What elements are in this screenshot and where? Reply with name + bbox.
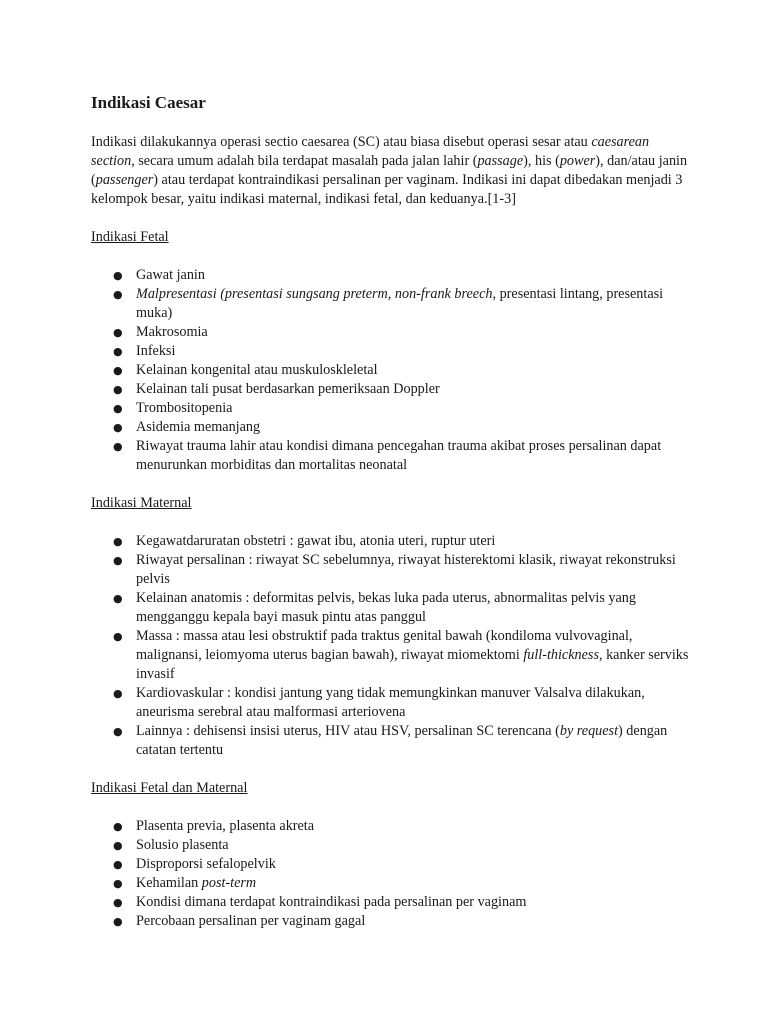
text-segment: Kelainan kongenital atau muskuloskleletal [136, 362, 378, 378]
text-segment: ) atau terdapat kontraindikasi persalinan per vaginam. Indikasi ini dapat dibedakan menjadi 3 kelompok besar, yaitu indikasi maternal, indikasi fetal, dan keduanya.[1-3] [91, 172, 686, 207]
text-segment: ), his ( [523, 153, 560, 169]
list-item [91, 893, 691, 912]
bullet-icon: ● [113, 839, 123, 852]
bullet-icon: ● [113, 554, 123, 567]
intro-paragraph [91, 133, 691, 209]
italic-text-segment: power [559, 153, 596, 169]
bullet-icon: ● [113, 630, 123, 643]
list-item [91, 684, 691, 722]
text-segment: Kondisi dimana terdapat kontraindikasi pada persalinan per vaginam [136, 894, 527, 910]
text-segment: Kegawatdaruratan obstetri : gawat ibu, atonia uteri, ruptur uteri [136, 533, 496, 549]
text-segment: ) dengan catatan tertentu [136, 723, 671, 758]
text-segment: Makrosomia [136, 324, 208, 340]
bullet-icon: ● [113, 858, 123, 871]
bullet-icon: ● [113, 269, 123, 282]
list-item [91, 361, 691, 380]
italic-text-segment: caesarean section [91, 134, 653, 169]
text-segment: Kehamilan [136, 875, 202, 891]
section-heading: Indikasi Maternal [91, 495, 192, 511]
list-item [91, 874, 691, 893]
text-segment: Massa : massa atau lesi obstruktif pada traktus genital bawah (kondiloma vulvovaginal, malignansi, leiomyoma uterus bagian bawah), riwayat miomektomi [136, 628, 636, 663]
list-item [91, 342, 691, 361]
bullet-icon: ● [113, 725, 123, 738]
bullet-icon: ● [113, 896, 123, 909]
text-segment: Gawat janin [136, 267, 205, 283]
text-segment: Plasenta previa, plasenta akreta [136, 818, 315, 834]
text-segment: Indikasi dilakukannya operasi sectio caesarea (SC) atau biasa disebut operasi sesar atau [91, 134, 592, 150]
bullet-icon: ● [113, 915, 123, 928]
list-item [91, 418, 691, 437]
list-item [91, 323, 691, 342]
italic-text-segment: passenger [95, 172, 154, 188]
list-item [91, 437, 691, 475]
list-item [91, 589, 691, 627]
bullet-list [91, 817, 691, 931]
bullet-list [91, 532, 691, 760]
list-item [91, 722, 691, 760]
text-segment: , kanker serviks invasif [136, 647, 692, 682]
text-segment: Riwayat persalinan : riwayat SC sebelumnya, riwayat histerektomi klasik, riwayat rekonstruksi pelvis [136, 552, 680, 587]
text-segment: , secara umum adalah bila terdapat masalah pada jalan lahir ( [131, 153, 478, 169]
bullet-icon: ● [113, 288, 123, 301]
list-item [91, 855, 691, 874]
bullet-list [91, 266, 691, 475]
italic-text-segment: by request [559, 723, 619, 739]
text-segment: Kelainan anatomis : deformitas pelvis, bekas luka pada uterus, abnormalitas pelvis yang mengganggu kepala bayi masuk pintu atas panggul [136, 590, 640, 625]
sections-container [91, 228, 691, 931]
text-segment: Infeksi [136, 343, 176, 359]
text-segment: ), dan/atau janin ( [91, 153, 691, 188]
list-item [91, 266, 691, 285]
bullet-icon: ● [113, 687, 123, 700]
text-segment: Trombositopenia [136, 400, 233, 416]
page-title: Indikasi Caesar [91, 93, 206, 112]
list-item [91, 399, 691, 418]
text-segment: Percobaan persalinan per vaginam gagal [136, 913, 366, 929]
bullet-icon: ● [113, 877, 123, 890]
text-segment: Asidemia memanjang [136, 419, 261, 435]
list-item [91, 817, 691, 836]
bullet-icon: ● [113, 402, 123, 415]
list-item [91, 285, 691, 323]
text-segment: Kardiovaskular : kondisi jantung yang tidak memungkinkan manuver Valsalva dilakukan, aneurisma serebral atau malformasi arteriovena [136, 685, 649, 720]
bullet-icon: ● [113, 345, 123, 358]
italic-text-segment: full-thickness [523, 647, 599, 663]
bullet-icon: ● [113, 440, 123, 453]
bullet-icon: ● [113, 383, 123, 396]
list-item [91, 380, 691, 399]
list-item [91, 836, 691, 855]
italic-text-segment: passage [477, 153, 524, 169]
italic-text-segment: Malpresentasi (presentasi sungsang preterm, non-frank breech [136, 286, 493, 302]
section-heading: Indikasi Fetal dan Maternal [91, 780, 248, 796]
bullet-icon: ● [113, 326, 123, 339]
list-item [91, 532, 691, 551]
italic-text-segment: post-term [201, 875, 257, 891]
bullet-icon: ● [113, 364, 123, 377]
list-item [91, 912, 691, 931]
bullet-icon: ● [113, 592, 123, 605]
document-content [91, 92, 691, 950]
list-item [91, 627, 691, 684]
text-segment: Solusio plasenta [136, 837, 229, 853]
list-item [91, 551, 691, 589]
text-segment: Disproporsi sefalopelvik [136, 856, 276, 872]
text-segment: Kelainan tali pusat berdasarkan pemeriksaan Doppler [136, 381, 440, 397]
section-heading: Indikasi Fetal [91, 229, 169, 245]
text-segment: Lainnya : dehisensi insisi uterus, HIV atau HSV, persalinan SC terencana ( [136, 723, 560, 739]
bullet-icon: ● [113, 535, 123, 548]
text-segment: , presentasi lintang, presentasi muka) [136, 286, 667, 321]
bullet-icon: ● [113, 820, 123, 833]
bullet-icon: ● [113, 421, 123, 434]
text-segment: Riwayat trauma lahir atau kondisi dimana pencegahan trauma akibat proses persalinan dapat menurunkan morbiditas dan mortalitas neonatal [136, 438, 665, 473]
